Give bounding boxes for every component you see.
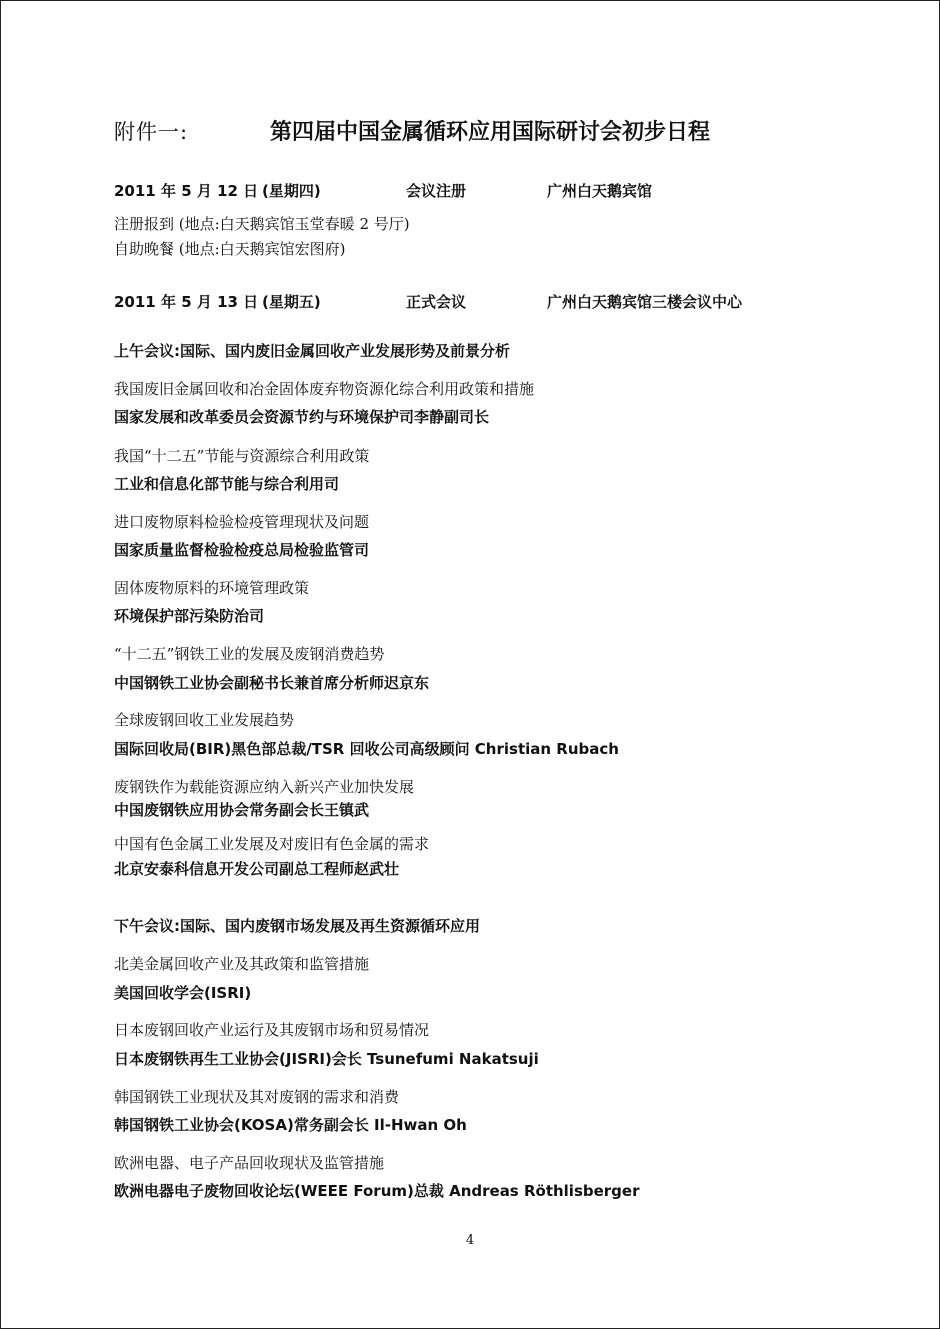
talk-speaker: 国家发展和改革委员会资源节约与环境保护司李静副司长 — [114, 408, 490, 426]
day1-venue: 广州白天鹅宾馆 — [547, 182, 653, 200]
talk-topic: 北美金属回收产业及其政策和监管措施 — [114, 955, 370, 973]
talk-topic: 韩国钢铁工业现状及其对废钢的需求和消费 — [114, 1088, 400, 1106]
talk-topic: “十二五”钢铁工业的发展及废钢消费趋势 — [114, 645, 385, 663]
talk-topic: 日本废钢回收产业运行及其废钢市场和贸易情况 — [114, 1021, 430, 1039]
talk-speaker: 日本废钢铁再生工业协会(JISRI)会长 Tsunefumi Nakatsuji — [114, 1050, 539, 1068]
page-number: 4 — [465, 1233, 475, 1248]
day2-date: 2011 年 5 月 13 日 — [114, 293, 259, 311]
afternoon-session-heading: 下午会议:国际、国内废钢市场发展及再生资源循环应用 — [114, 917, 481, 935]
day2-weekday: (星期五) — [262, 293, 321, 311]
talk-speaker: 中国钢铁工业协会副秘书长兼首席分析师迟京东 — [114, 674, 430, 692]
day1-weekday: (星期四) — [262, 182, 321, 200]
talk-speaker: 韩国钢铁工业协会(KOSA)常务副会长 Il-Hwan Oh — [114, 1116, 467, 1134]
talk-topic: 全球废钢回收工业发展趋势 — [114, 711, 295, 729]
day1-item: 注册报到 (地点:白天鹅宾馆玉堂春暖 2 号厅) — [114, 215, 410, 233]
talk-speaker: 国家质量监督检验检疫总局检验监管司 — [114, 541, 370, 559]
talk-topic: 进口废物原料检验检疫管理现状及问题 — [114, 513, 370, 531]
talk-speaker: 欧洲电器电子废物回收论坛(WEEE Forum)总裁 Andreas Röthlisberger — [114, 1182, 640, 1200]
talk-topic: 欧洲电器、电子产品回收现状及监管措施 — [114, 1154, 385, 1172]
talk-topic: 我国“十二五”节能与资源综合利用政策 — [114, 447, 370, 465]
talk-speaker: 环境保护部污染防治司 — [114, 607, 265, 625]
day1-date: 2011 年 5 月 12 日 — [114, 182, 259, 200]
talk-topic: 固体废物原料的环境管理政策 — [114, 579, 310, 597]
talk-speaker: 工业和信息化部节能与综合利用司 — [114, 475, 340, 493]
talk-speaker: 国际回收局(BIR)黑色部总裁/TSR 回收公司高级顾问 Christian Rubach — [114, 740, 619, 758]
page-title: 第四届中国金属循环应用国际研讨会初步日程 — [270, 120, 711, 145]
talk-topic: 我国废旧金属回收和冶金固体废弃物资源化综合利用政策和措施 — [114, 380, 535, 398]
day1-event: 会议注册 — [406, 182, 467, 200]
attachment-label: 附件一: — [114, 120, 189, 144]
talk-speaker: 中国废钢铁应用协会常务副会长王镇武 — [114, 801, 370, 819]
talk-speaker: 美国回收学会(ISRI) — [114, 984, 252, 1002]
talk-speaker: 北京安泰科信息开发公司副总工程师赵武壮 — [114, 860, 400, 878]
day1-item: 自助晚餐 (地点:白天鹅宾馆宏图府) — [114, 240, 346, 258]
talk-topic: 中国有色金属工业发展及对废旧有色金属的需求 — [114, 835, 430, 853]
talk-topic: 废钢铁作为载能资源应纳入新兴产业加快发展 — [114, 778, 415, 796]
day2-event: 正式会议 — [406, 293, 467, 311]
day2-venue: 广州白天鹅宾馆三楼会议中心 — [547, 293, 743, 311]
morning-session-heading: 上午会议:国际、国内废旧金属回收产业发展形势及前景分析 — [114, 342, 511, 360]
